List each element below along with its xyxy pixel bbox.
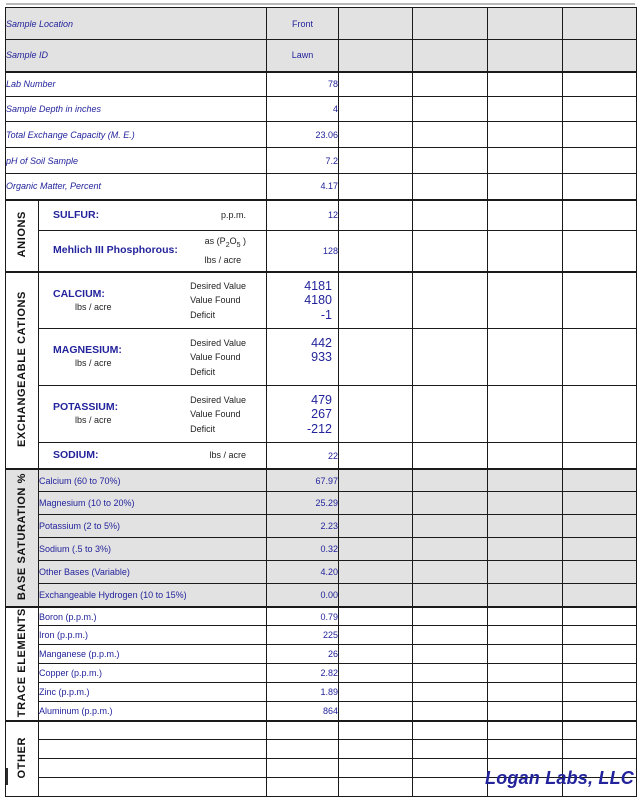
value-mehlich-phosphorous-col2[interactable] bbox=[339, 231, 413, 272]
row-label-te-boron: Boron (p.p.m.) bbox=[39, 607, 267, 626]
value-lab-number-col1[interactable]: 78 bbox=[267, 72, 339, 97]
row-label-other-3[interactable] bbox=[39, 759, 267, 778]
row-label-sample-depth: Sample Depth in inches bbox=[6, 97, 267, 122]
value-total-exchange-capacity-col1[interactable]: 23.06 bbox=[267, 122, 339, 148]
value-bs-calcium-col4[interactable] bbox=[488, 469, 563, 492]
row-label-sodium bbox=[39, 443, 267, 469]
value-te-iron-col1[interactable]: 225 bbox=[267, 626, 339, 645]
row-label-te-aluminum: Aluminum (p.p.m.) bbox=[39, 702, 267, 721]
row-label-bs-potassium: Potassium (2 to 5%) bbox=[39, 515, 267, 538]
value-calcium-col2[interactable] bbox=[339, 272, 413, 329]
value-te-iron-col3[interactable] bbox=[413, 626, 488, 645]
table-row-bs-other-bases bbox=[6, 561, 637, 584]
value-sample-location-col3[interactable] bbox=[413, 8, 488, 40]
value-other-1-col4[interactable] bbox=[488, 721, 563, 740]
sublabel-calcium-desired: Desired Value bbox=[190, 280, 247, 291]
value-magnesium-col1[interactable] bbox=[267, 329, 339, 386]
value-total-exchange-capacity-col4[interactable] bbox=[488, 122, 563, 148]
table-row-magnesium bbox=[6, 329, 637, 386]
row-label-other-2[interactable] bbox=[39, 740, 267, 759]
nutrient-unit-sulfur: p.p.m. bbox=[221, 210, 247, 220]
value-potassium-col2[interactable] bbox=[339, 386, 413, 443]
value-lab-number-col4[interactable] bbox=[488, 72, 563, 97]
value-sulfur-col2[interactable] bbox=[339, 200, 413, 231]
value-sodium-col4[interactable] bbox=[488, 443, 563, 469]
value-sulfur-col4[interactable] bbox=[488, 200, 563, 231]
value-other-1-col2[interactable] bbox=[339, 721, 413, 740]
value-te-copper-col5[interactable] bbox=[563, 664, 637, 683]
table-row-bs-sodium bbox=[6, 538, 637, 561]
table-row-bs-calcium bbox=[6, 469, 637, 492]
value-mehlich-phosphorous-col1[interactable]: 128 bbox=[267, 231, 339, 272]
value-bs-calcium-col5[interactable] bbox=[563, 469, 637, 492]
value-magnesium-deficit bbox=[267, 365, 332, 380]
value-bs-magnesium-col2[interactable] bbox=[339, 492, 413, 515]
table-row-other-1 bbox=[6, 721, 637, 740]
value-bs-magnesium-col3[interactable] bbox=[413, 492, 488, 515]
value-magnesium-col5[interactable] bbox=[563, 329, 637, 386]
row-label-magnesium bbox=[39, 329, 267, 386]
value-te-copper-col1[interactable]: 2.82 bbox=[267, 664, 339, 683]
table-row-sample-location bbox=[6, 8, 637, 40]
value-bs-other-bases-col3[interactable] bbox=[413, 561, 488, 584]
value-magnesium-col4[interactable] bbox=[488, 329, 563, 386]
row-label-te-zinc: Zinc (p.p.m.) bbox=[39, 683, 267, 702]
table-row-other-2 bbox=[6, 740, 637, 759]
value-sodium-col5[interactable] bbox=[563, 443, 637, 469]
value-other-4-col2[interactable] bbox=[339, 778, 413, 797]
table-row-potassium bbox=[6, 386, 637, 443]
value-bs-potassium-col4[interactable] bbox=[488, 515, 563, 538]
value-te-boron-col5[interactable] bbox=[563, 607, 637, 626]
value-mehlich-phosphorous-col4[interactable] bbox=[488, 231, 563, 272]
value-te-boron-col3[interactable] bbox=[413, 607, 488, 626]
section-label-exchangeable-cations bbox=[6, 272, 39, 469]
value-potassium-desired: 479 bbox=[311, 392, 333, 407]
value-total-exchange-capacity-col5[interactable] bbox=[563, 122, 637, 148]
section-label-anions-text: ANIONS bbox=[16, 211, 28, 258]
section-label-exchangeable-cations-text: EXCHANGEABLE CATIONS bbox=[16, 291, 28, 448]
value-sample-id-col3[interactable] bbox=[413, 40, 488, 72]
value-bs-sodium-col5[interactable] bbox=[563, 538, 637, 561]
value-potassium-col5[interactable] bbox=[563, 386, 637, 443]
value-te-iron-col4[interactable] bbox=[488, 626, 563, 645]
value-lab-number-col3[interactable] bbox=[413, 72, 488, 97]
value-sample-depth-col4[interactable] bbox=[488, 97, 563, 122]
value-bs-calcium-col1[interactable]: 67.97 bbox=[267, 469, 339, 492]
value-te-zinc-col4[interactable] bbox=[488, 683, 563, 702]
value-other-2-col3[interactable] bbox=[413, 740, 488, 759]
section-label-trace-elements bbox=[6, 607, 39, 721]
row-label-te-copper: Copper (p.p.m.) bbox=[39, 664, 267, 683]
value-organic-matter-col2[interactable] bbox=[339, 174, 413, 200]
nutrient-name-sulfur: SULFUR: bbox=[53, 208, 100, 221]
value-bs-sodium-col3[interactable] bbox=[413, 538, 488, 561]
value-bs-exchangeable-hydrogen-col4[interactable] bbox=[488, 584, 563, 607]
row-label-calcium bbox=[39, 272, 267, 329]
value-calcium-col1[interactable] bbox=[267, 272, 339, 329]
nutrient-name-mehlich-phosphorous: Mehlich III Phosphorous: bbox=[53, 244, 178, 257]
value-te-copper-col4[interactable] bbox=[488, 664, 563, 683]
row-label-mehlich-phosphorous bbox=[39, 231, 267, 272]
table-row-sample-id bbox=[6, 40, 637, 72]
table-row-te-boron bbox=[6, 607, 637, 626]
value-bs-exchangeable-hydrogen-col3[interactable] bbox=[413, 584, 488, 607]
value-other-2-col5[interactable] bbox=[563, 740, 637, 759]
table-row-sample-depth bbox=[6, 97, 637, 122]
value-magnesium-col3[interactable] bbox=[413, 329, 488, 386]
row-label-bs-calcium: Calcium (60 to 70%) bbox=[39, 469, 267, 492]
row-label-organic-matter: Organic Matter, Percent bbox=[6, 174, 267, 200]
row-label-te-iron: Iron (p.p.m.) bbox=[39, 626, 267, 645]
value-bs-other-bases-col2[interactable] bbox=[339, 561, 413, 584]
nutrient-unit-magnesium: lbs / acre bbox=[75, 358, 112, 369]
value-sample-depth-col3[interactable] bbox=[413, 97, 488, 122]
value-sodium-col2[interactable] bbox=[339, 443, 413, 469]
value-bs-potassium-col3[interactable] bbox=[413, 515, 488, 538]
sublabel-magnesium-desired: Desired Value bbox=[190, 337, 247, 348]
value-bs-magnesium-col5[interactable] bbox=[563, 492, 637, 515]
value-te-aluminum-col4[interactable] bbox=[488, 702, 563, 721]
section-label-anions bbox=[6, 200, 39, 272]
value-sodium-col3[interactable] bbox=[413, 443, 488, 469]
table-row-te-copper bbox=[6, 664, 637, 683]
value-total-exchange-capacity-col2[interactable] bbox=[339, 122, 413, 148]
footer-tick-mark bbox=[6, 768, 8, 785]
value-bs-other-bases-col1[interactable]: 4.20 bbox=[267, 561, 339, 584]
value-te-zinc-col3[interactable] bbox=[413, 683, 488, 702]
value-ph-col1[interactable]: 7.2 bbox=[267, 148, 339, 174]
value-te-zinc-col5[interactable] bbox=[563, 683, 637, 702]
value-calcium-desired: 4181 bbox=[304, 278, 333, 293]
section-label-other-text: OTHER bbox=[16, 737, 28, 779]
value-other-1-col1[interactable] bbox=[267, 721, 339, 740]
table-row-sodium bbox=[6, 443, 637, 469]
lab-name-footer: Logan Labs, LLC bbox=[485, 768, 634, 788]
value-te-manganese-col3[interactable] bbox=[413, 645, 488, 664]
value-bs-other-bases-col4[interactable] bbox=[488, 561, 563, 584]
value-magnesium-found: 933 bbox=[311, 350, 333, 365]
value-te-copper-col3[interactable] bbox=[413, 664, 488, 683]
value-bs-calcium-col3[interactable] bbox=[413, 469, 488, 492]
sublabel-magnesium-deficit: Deficit bbox=[190, 366, 216, 377]
value-calcium-found: 4180 bbox=[304, 293, 333, 308]
value-other-2-col4[interactable] bbox=[488, 740, 563, 759]
value-lab-number-col2[interactable] bbox=[339, 72, 413, 97]
table-row-te-zinc bbox=[6, 683, 637, 702]
sublabel-potassium-found: Value Found bbox=[190, 409, 241, 420]
table-row-calcium bbox=[6, 272, 637, 329]
sublabel-potassium-deficit: Deficit bbox=[190, 423, 216, 434]
value-sample-id-col1[interactable]: Lawn bbox=[267, 40, 339, 72]
nutrient-formula-p2o5: as ($P_2O_5$ ) bbox=[204, 236, 247, 249]
value-te-manganese-col1[interactable]: 26 bbox=[267, 645, 339, 664]
table-row-sulfur bbox=[6, 200, 637, 231]
value-sodium-col1[interactable]: 22 bbox=[267, 443, 339, 469]
value-other-2-col1[interactable] bbox=[267, 740, 339, 759]
value-te-iron-col5[interactable] bbox=[563, 626, 637, 645]
value-organic-matter-col4[interactable] bbox=[488, 174, 563, 200]
table-row-te-aluminum bbox=[6, 702, 637, 721]
value-sample-depth-col2[interactable] bbox=[339, 97, 413, 122]
value-sample-location-col5[interactable] bbox=[563, 8, 637, 40]
value-calcium-deficit: -1 bbox=[320, 307, 333, 322]
value-other-1-col3[interactable] bbox=[413, 721, 488, 740]
row-label-sulfur bbox=[39, 200, 267, 231]
value-bs-sodium-col2[interactable] bbox=[339, 538, 413, 561]
value-sample-location-col2[interactable] bbox=[339, 8, 413, 40]
value-bs-sodium-col4[interactable] bbox=[488, 538, 563, 561]
value-potassium-col1[interactable] bbox=[267, 386, 339, 443]
value-te-zinc-col1[interactable]: 1.89 bbox=[267, 683, 339, 702]
sublabel-potassium-desired: Desired Value bbox=[190, 394, 247, 405]
value-bs-other-bases-col5[interactable] bbox=[563, 561, 637, 584]
value-te-boron-col2[interactable] bbox=[339, 607, 413, 626]
value-potassium-col4[interactable] bbox=[488, 386, 563, 443]
soil-test-report-table bbox=[5, 7, 637, 797]
value-te-iron-col2[interactable] bbox=[339, 626, 413, 645]
value-sulfur-col3[interactable] bbox=[413, 200, 488, 231]
value-bs-calcium-col2[interactable] bbox=[339, 469, 413, 492]
value-te-copper-col2[interactable] bbox=[339, 664, 413, 683]
value-bs-potassium-col2[interactable] bbox=[339, 515, 413, 538]
row-label-bs-exchangeable-hydrogen: Exchangeable Hydrogen (10 to 15%) bbox=[39, 584, 267, 607]
section-label-base-saturation bbox=[6, 469, 39, 607]
value-organic-matter-col1[interactable]: 4.17 bbox=[267, 174, 339, 200]
row-label-potassium bbox=[39, 386, 267, 443]
value-sample-depth-col5[interactable] bbox=[563, 97, 637, 122]
top-rule-divider bbox=[6, 3, 635, 5]
value-bs-exchangeable-hydrogen-col5[interactable] bbox=[563, 584, 637, 607]
nutrient-unit-mehlich-phosphorous: lbs / acre bbox=[204, 255, 242, 266]
table-row-organic-matter bbox=[6, 174, 637, 200]
value-te-boron-col4[interactable] bbox=[488, 607, 563, 626]
value-te-aluminum-col2[interactable] bbox=[339, 702, 413, 721]
row-label-bs-sodium: Sodium (.5 to 3%) bbox=[39, 538, 267, 561]
table-row-te-manganese bbox=[6, 645, 637, 664]
value-total-exchange-capacity-col3[interactable] bbox=[413, 122, 488, 148]
value-organic-matter-col3[interactable] bbox=[413, 174, 488, 200]
section-label-base-saturation-text: BASE SATURATION % bbox=[16, 473, 28, 601]
value-te-zinc-col2[interactable] bbox=[339, 683, 413, 702]
row-label-bs-other-bases: Other Bases (Variable) bbox=[39, 561, 267, 584]
value-bs-magnesium-col1[interactable]: 25.29 bbox=[267, 492, 339, 515]
value-sample-id-col4[interactable] bbox=[488, 40, 563, 72]
value-ph-col2[interactable] bbox=[339, 148, 413, 174]
value-other-4-col1[interactable] bbox=[267, 778, 339, 797]
row-label-bs-magnesium: Magnesium (10 to 20%) bbox=[39, 492, 267, 515]
table-row-te-iron bbox=[6, 626, 637, 645]
value-other-3-col2[interactable] bbox=[339, 759, 413, 778]
value-te-manganese-col2[interactable] bbox=[339, 645, 413, 664]
value-calcium-col5[interactable] bbox=[563, 272, 637, 329]
section-label-other bbox=[6, 721, 39, 797]
row-label-ph: pH of Soil Sample bbox=[6, 148, 267, 174]
value-calcium-col3[interactable] bbox=[413, 272, 488, 329]
table-row-bs-exchangeable-hydrogen bbox=[6, 584, 637, 607]
table-row-lab-number bbox=[6, 72, 637, 97]
value-te-aluminum-col5[interactable] bbox=[563, 702, 637, 721]
nutrient-name-magnesium: MAGNESIUM: bbox=[53, 344, 122, 357]
value-magnesium-desired: 442 bbox=[311, 335, 333, 350]
value-sulfur-col1[interactable]: 12 bbox=[267, 200, 339, 231]
value-te-boron-col1[interactable]: 0.79 bbox=[267, 607, 339, 626]
value-te-aluminum-col3[interactable] bbox=[413, 702, 488, 721]
value-other-3-col1[interactable] bbox=[267, 759, 339, 778]
value-other-4-col3[interactable] bbox=[413, 778, 488, 797]
value-organic-matter-col5[interactable] bbox=[563, 174, 637, 200]
nutrient-name-calcium: CALCIUM: bbox=[53, 287, 105, 300]
value-sample-id-col5[interactable] bbox=[563, 40, 637, 72]
nutrient-unit-calcium: lbs / acre bbox=[75, 301, 112, 312]
value-other-1-col5[interactable] bbox=[563, 721, 637, 740]
row-label-other-1[interactable] bbox=[39, 721, 267, 740]
value-bs-magnesium-col4[interactable] bbox=[488, 492, 563, 515]
table-row-bs-magnesium bbox=[6, 492, 637, 515]
value-ph-col4[interactable] bbox=[488, 148, 563, 174]
value-sulfur-col5[interactable] bbox=[563, 200, 637, 231]
row-label-lab-number: Lab Number bbox=[6, 72, 267, 97]
value-ph-col3[interactable] bbox=[413, 148, 488, 174]
value-potassium-deficit: -212 bbox=[306, 421, 333, 436]
row-label-total-exchange-capacity: Total Exchange Capacity (M. E.) bbox=[6, 122, 267, 148]
value-te-manganese-col5[interactable] bbox=[563, 645, 637, 664]
value-other-3-col3[interactable] bbox=[413, 759, 488, 778]
value-sample-id-col2[interactable] bbox=[339, 40, 413, 72]
nutrient-unit-sodium: lbs / acre bbox=[209, 450, 247, 461]
nutrient-name-potassium: POTASSIUM: bbox=[53, 401, 119, 414]
value-bs-potassium-col5[interactable] bbox=[563, 515, 637, 538]
value-sample-location-col1[interactable]: Front bbox=[267, 8, 339, 40]
value-magnesium-col2[interactable] bbox=[339, 329, 413, 386]
value-bs-sodium-col1[interactable]: 0.32 bbox=[267, 538, 339, 561]
table-row-bs-potassium bbox=[6, 515, 637, 538]
value-mehlich-phosphorous-col3[interactable] bbox=[413, 231, 488, 272]
value-potassium-found: 267 bbox=[311, 407, 333, 422]
nutrient-name-sodium: SODIUM: bbox=[53, 449, 99, 462]
table-row-ph bbox=[6, 148, 637, 174]
value-bs-exchangeable-hydrogen-col2[interactable] bbox=[339, 584, 413, 607]
row-label-te-manganese: Manganese (p.p.m.) bbox=[39, 645, 267, 664]
value-bs-exchangeable-hydrogen-col1[interactable]: 0.00 bbox=[267, 584, 339, 607]
row-label-sample-id: Sample ID bbox=[6, 40, 267, 72]
row-label-other-4[interactable] bbox=[39, 778, 267, 797]
table-row-mehlich-phosphorous bbox=[6, 231, 637, 272]
value-bs-potassium-col1[interactable]: 2.23 bbox=[267, 515, 339, 538]
row-label-sample-location: Sample Location bbox=[6, 8, 267, 40]
nutrient-unit-potassium: lbs / acre bbox=[75, 415, 112, 426]
section-label-trace-elements-text: TRACE ELEMENTS bbox=[16, 608, 28, 718]
value-calcium-col4[interactable] bbox=[488, 272, 563, 329]
value-sample-depth-col1[interactable]: 4 bbox=[267, 97, 339, 122]
sublabel-magnesium-found: Value Found bbox=[190, 352, 241, 363]
value-sample-location-col4[interactable] bbox=[488, 8, 563, 40]
table-row-total-exchange-capacity bbox=[6, 122, 637, 148]
value-mehlich-phosphorous-col5[interactable] bbox=[563, 231, 637, 272]
value-lab-number-col5[interactable] bbox=[563, 72, 637, 97]
value-other-2-col2[interactable] bbox=[339, 740, 413, 759]
sublabel-calcium-deficit: Deficit bbox=[190, 309, 216, 320]
value-ph-col5[interactable] bbox=[563, 148, 637, 174]
value-potassium-col3[interactable] bbox=[413, 386, 488, 443]
value-te-manganese-col4[interactable] bbox=[488, 645, 563, 664]
sublabel-calcium-found: Value Found bbox=[190, 295, 241, 306]
value-te-aluminum-col1[interactable]: 864 bbox=[267, 702, 339, 721]
